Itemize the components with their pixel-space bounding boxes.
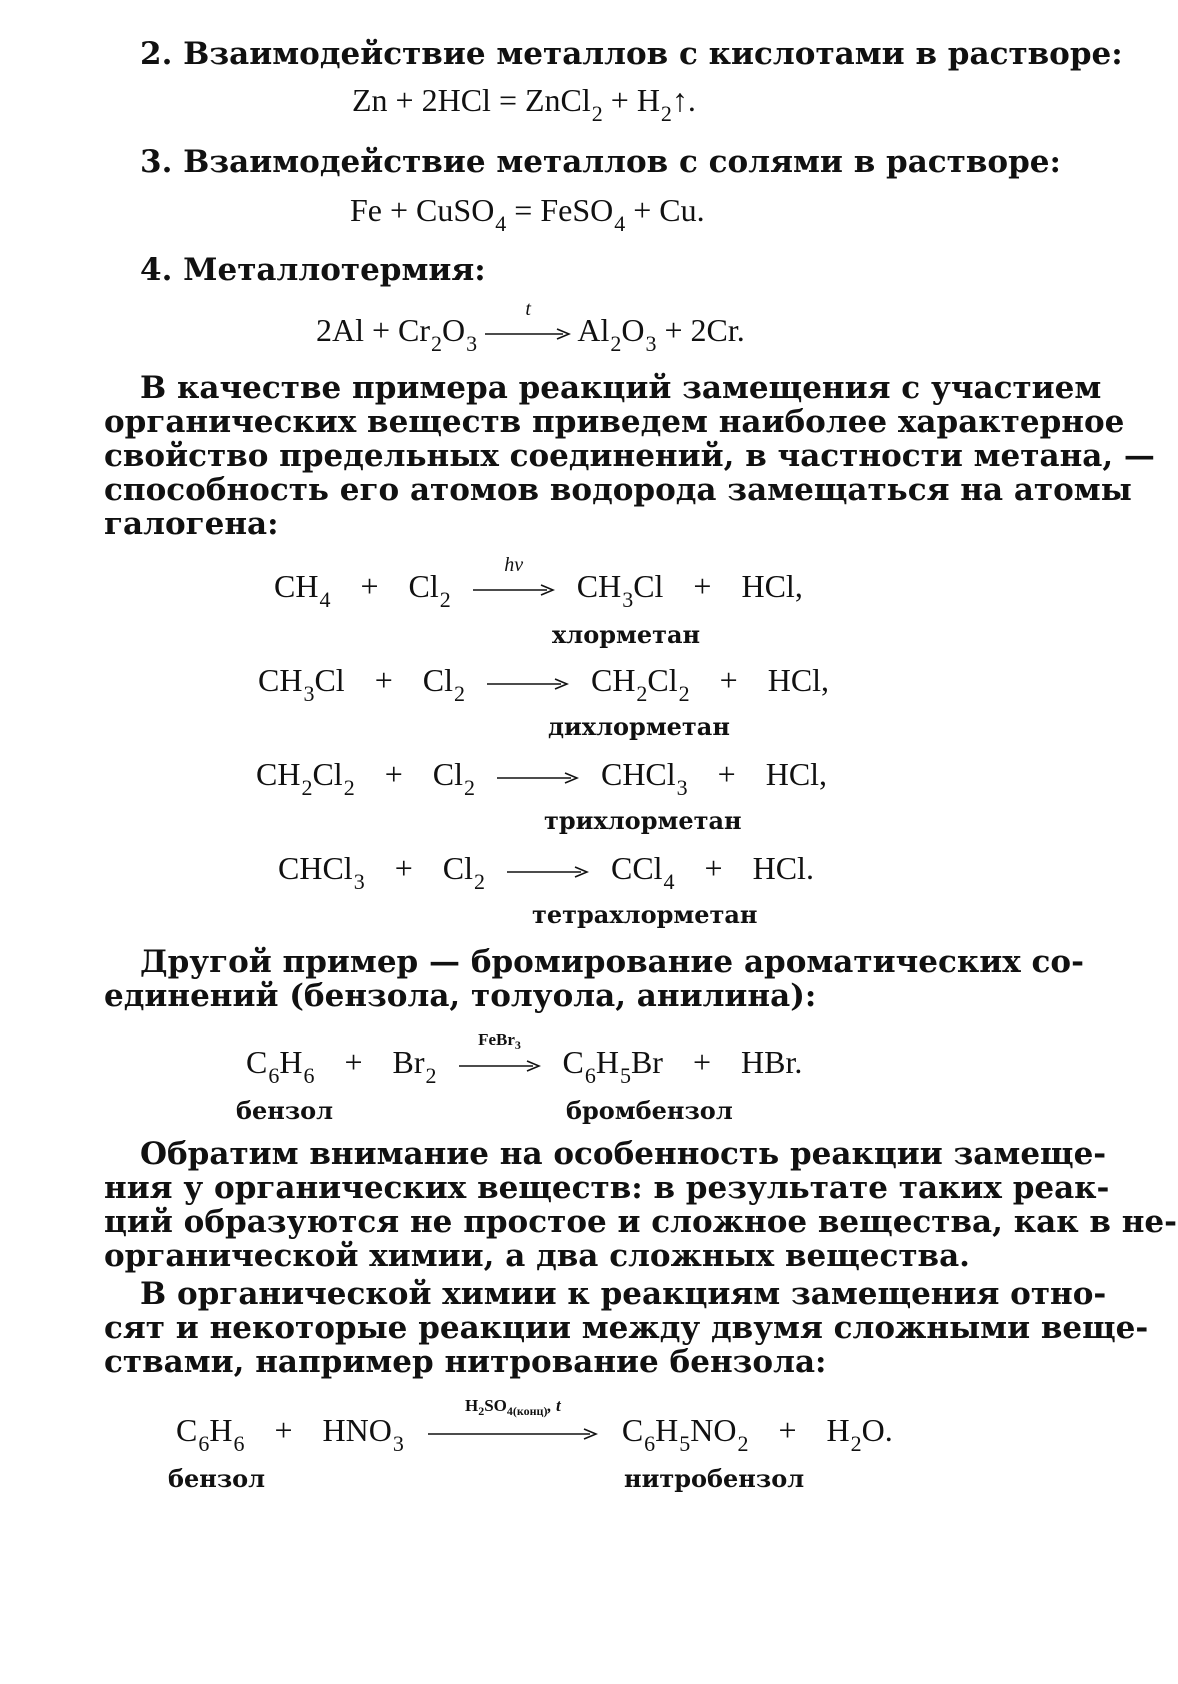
- text-line: ния у органических веществ: в результате таких реак-: [104, 1170, 1110, 1206]
- reaction-methane-4: CHCl$_3$ + $Cl_2$ CCl$_4$ + HCl.: [278, 850, 814, 894]
- text-line: В органической химии к реакциям замещения отно-: [140, 1276, 1107, 1312]
- reaction-methane-1: $CH_4 + Cl_2$ hν $CH_3Cl$ + HCl,: [274, 553, 803, 612]
- text-line: органических веществ приведем наиболее характерное: [104, 404, 1125, 440]
- reaction-arrow: [507, 862, 589, 882]
- text-line: органической химии, а два сложных вещества.: [104, 1238, 970, 1274]
- reaction-benzene-nitration: $C_6H_6 + HNO_3$ $H_2SO_{4(конц)}$, t $C_6H_5NO_2 + H_2O$.: [176, 1395, 893, 1456]
- reaction-arrow: FeBr$_3$: [459, 1056, 541, 1076]
- product-name-bromobenzene: бромбензол: [566, 1096, 733, 1125]
- reaction-benzene-bromination: $C_6H_6 + Br_2$ FeBr$_3$ $C_6H_5Br$ + HBr.: [246, 1029, 803, 1088]
- reaction-methane-3: $CH_2Cl_2 + Cl_2$ CHCl$_3$ + HCl,: [256, 756, 828, 800]
- reactant-name-benzene: бензол: [168, 1464, 266, 1493]
- equation-aluminothermy: $2Al + Cr_2O_3$ t $Al_2O_3 + 2Cr$.: [316, 297, 745, 356]
- text-line: галогена:: [104, 506, 279, 542]
- text-line: сят и некоторые реакции между двумя сложными веще-: [104, 1310, 1149, 1346]
- text-line: единений (бензола, толуола, анилина):: [104, 978, 817, 1014]
- reaction-arrow: $H_2SO_{4(конц)}$, t: [428, 1424, 598, 1444]
- equation-zinc-hcl: Zn + 2HCl = ZnCl$_2$ + $H_2↑$.: [352, 82, 696, 126]
- text-line: ствами, например нитрование бензола:: [104, 1344, 827, 1380]
- product-name-tetrachloromethane: тетрахлорметан: [532, 900, 758, 929]
- text-line: способность его атомов водорода замещаться на атомы: [104, 472, 1132, 508]
- product-name-nitrobenzene: нитробензол: [624, 1464, 805, 1493]
- product-name-trichloromethane: трихлорметан: [544, 806, 742, 835]
- text-line: Другой пример — бромирование ароматических со-: [140, 944, 1084, 980]
- text-line: Обратим внимание на особенность реакции замеще-: [140, 1136, 1107, 1172]
- reaction-arrow: [487, 674, 569, 694]
- item-3-heading: 3. Взаимодействие металлов с солями в растворе:: [140, 144, 1061, 180]
- reaction-arrow: [497, 768, 579, 788]
- product-name-chloromethane: хлорметан: [552, 620, 701, 649]
- item-2-heading: 2. Взаимодействие металлов с кислотами в растворе:: [140, 36, 1123, 72]
- reaction-arrow: t: [485, 324, 571, 344]
- text-line: В качестве примера реакций замещения с участием: [140, 370, 1102, 406]
- reaction-arrow: hν: [473, 580, 555, 600]
- reaction-methane-2: $CH_3Cl + Cl_2$ $CH_2Cl_2$ + HCl,: [258, 662, 830, 706]
- text-line: ций образуются не простое и сложное вещества, как в не-: [104, 1204, 1177, 1240]
- reactant-name-benzene: бензол: [236, 1096, 334, 1125]
- product-name-dichloromethane: дихлорметан: [548, 712, 730, 741]
- item-4-heading: 4. Металлотермия:: [140, 252, 486, 288]
- text-line: свойство предельных соединений, в частности метана, —: [104, 438, 1155, 474]
- equation-iron-copper-sulfate: Fe + CuSO$_4$ = FeSO$_4$ + Cu.: [350, 192, 705, 236]
